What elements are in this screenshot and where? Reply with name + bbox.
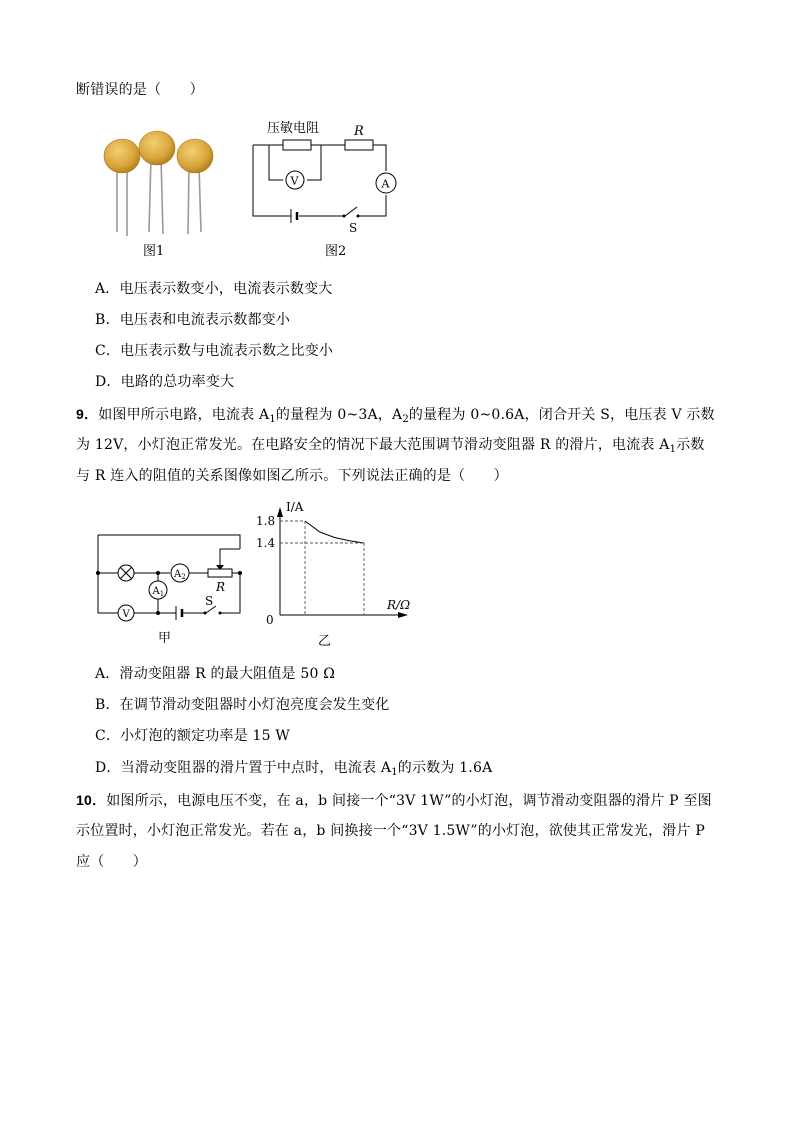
a1-label: $A_1$ — [152, 586, 165, 598]
v-label: V — [290, 174, 299, 188]
r-label: R — [354, 124, 364, 139]
a2-label: $A_2$ — [174, 569, 186, 581]
fig2-caption: 图2 — [325, 244, 347, 259]
figure-2-circuit — [245, 115, 405, 260]
q9-line-1: 9．如图甲所示电路，电流表 $A_1$的量程为 0~3A，$A_2$的量程为 0~0.6A，闭合开关 S，电压表 V 示数 — [76, 406, 715, 425]
fig1-caption: 图1 — [143, 244, 165, 259]
origin-label: 0 — [266, 613, 274, 627]
resistor-disc — [104, 139, 140, 173]
sensor-label: 压敏电阻 — [267, 121, 320, 136]
jia-caption: 甲 — [158, 631, 172, 646]
resistor-disc — [139, 131, 175, 165]
q10-line-1: 10．如图所示，电源电压不变，在 a，b 间接一个“3V 1W”的小灯泡，调节滑动变阻器的滑片 P 至图 — [76, 792, 712, 809]
slide-rheostat — [208, 569, 232, 577]
q9-option-c: C．小灯泡的额定功率是 15 W — [95, 728, 291, 744]
resistor-disc — [177, 139, 213, 173]
q9-option-d: D．当滑动变阻器的滑片置于中点时，电流表 $A_1$的示数为 1.6A — [95, 760, 493, 778]
q10-line-3: 应（ ） — [76, 854, 147, 870]
figure-yi-graph — [250, 495, 410, 650]
current-curve — [305, 521, 364, 543]
q8-option-b: B．电压表和电流表示数都变小 — [95, 312, 291, 328]
q9-number: 9． — [76, 406, 99, 422]
s-label: S — [205, 594, 214, 608]
figure-1-resistors — [95, 120, 225, 260]
q9-line-2: 为 12V，小灯泡正常发光。在电路安全的情况下最大范围调节滑动变阻器 R 的滑片，电流表 $A_1$示数 — [76, 437, 705, 455]
q9-option-a: A．滑动变阻器 R 的最大阻值是 50 Ω — [95, 666, 336, 682]
a-label: A — [381, 177, 390, 191]
x-axis-label: R/Ω — [387, 598, 410, 612]
y-tick-label: 1.8 — [256, 514, 276, 528]
v-label: V — [122, 609, 130, 620]
figure-jia-circuit — [90, 525, 250, 650]
q8-stem-tail: 断错误的是（ ） — [76, 82, 204, 98]
s-label: S — [349, 221, 358, 235]
resistor-r — [345, 140, 373, 150]
r-label: R — [216, 580, 226, 594]
q9-line-3: 与 R 连入的阻值的关系图像如图乙所示。下列说法正确的是（ ） — [76, 468, 508, 484]
y-axis-label: I/A — [286, 500, 304, 514]
q10-number: 10． — [76, 792, 107, 808]
y-tick-label: 1.4 — [256, 536, 276, 550]
yi-caption: 乙 — [318, 634, 332, 649]
q10-line-2: 示位置时，小灯泡正常发光。若在 a，b 间换接一个“3V 1.5W”的小灯泡，欲使其正常发光，滑片 P — [76, 823, 705, 839]
pressure-resistor — [283, 140, 311, 150]
q8-option-a: A．电压表示数变小，电流表示数变大 — [95, 281, 333, 297]
q8-option-d: D．电路的总功率变大 — [95, 374, 235, 390]
q8-option-c: C．电压表示数与电流表示数之比变小 — [95, 343, 334, 359]
q9-option-b: B．在调节滑动变阻器时小灯泡亮度会发生变化 — [95, 697, 390, 713]
